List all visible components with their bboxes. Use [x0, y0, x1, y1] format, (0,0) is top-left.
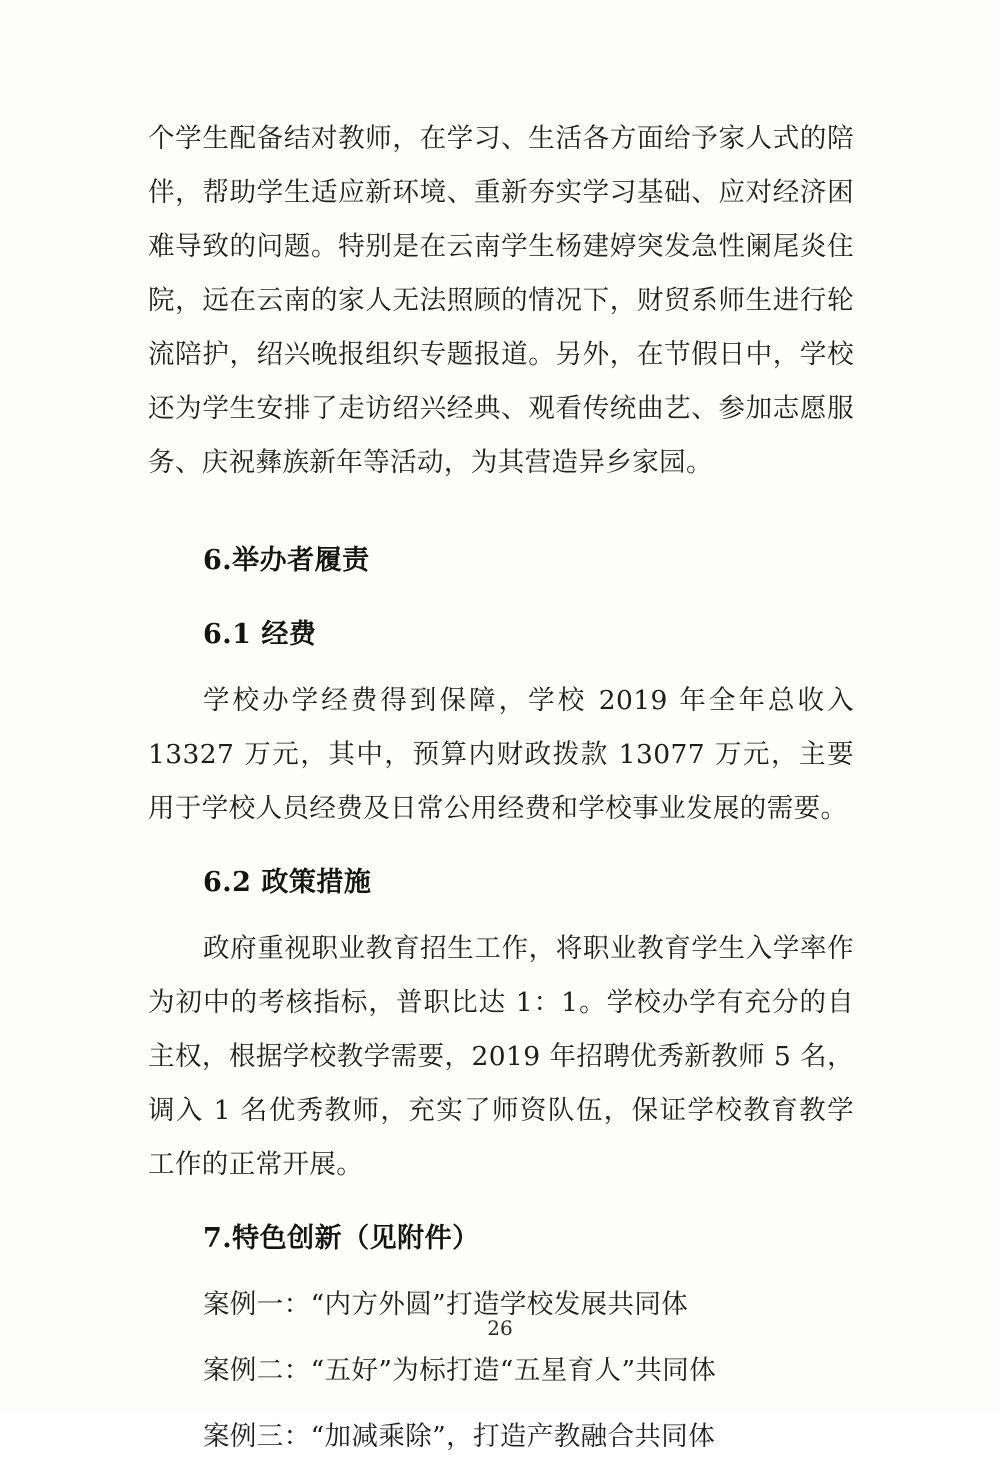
spacer [148, 836, 854, 856]
heading-feature-innovation: 7.特色创新（见附件） [203, 1223, 480, 1254]
heading-organizer-duties: 6.举办者履责 [203, 545, 370, 576]
spacer [148, 1398, 854, 1410]
page-body [148, 112, 854, 1464]
heading-funding: 6.1 经费 [203, 619, 317, 650]
case-item-3: 案例三：“加减乘除”，打造产教融合共同体 [203, 1421, 716, 1452]
spacer [148, 1266, 854, 1278]
spacer [148, 910, 854, 922]
paragraph-funding-detail: 学校办学经费得到保障，学校 2019 年全年总收入 13327 万元，其中，预算内财政拨款 13077 万元，主要用于学校人员经费及日常公用经费和学校事业发展的需要。 [148, 685, 854, 824]
paragraph-policy-detail: 政府重视职业教育招生工作，将职业教育学生入学率作为初中的考核指标，普职比达 1：1。学校办学有充分的自主权，根据学校教学需要，2019 年招聘优秀新教师 5 名，调入 1 名优秀教师，充实了师资队伍，保证学校教育教学工作的正常开展。 [148, 933, 854, 1180]
spacer [148, 490, 854, 534]
spacer [148, 662, 854, 674]
paragraph-student-pairing: 个学生配备结对教师，在学习、生活各方面给予家人式的陪伴，帮助学生适应新环境、重新夯实学习基础、应对经济困难导致的问题。特别是在云南学生杨建婷突发急性阑尾炎住院，远在云南的家人无法照顾的情况下，财贸系师生进行轮流陪护，绍兴晚报组织专题报道。另外，在节假日中，学校还为学生安排了走访绍兴经典、观看传统曲艺、参加志愿服务、庆祝彝族新年等活动，为其营造异乡家园。 [148, 123, 854, 478]
case-item-2: 案例二：“五好”为标打造“五星育人”共同体 [203, 1355, 717, 1386]
case-item-1: 案例一：“内方外圆”打造学校发展共同体 [203, 1289, 689, 1320]
spacer [148, 1192, 854, 1212]
spacer [148, 588, 854, 608]
heading-policy-measures: 6.2 政策措施 [203, 867, 372, 898]
page-number: 26 [487, 1316, 513, 1340]
